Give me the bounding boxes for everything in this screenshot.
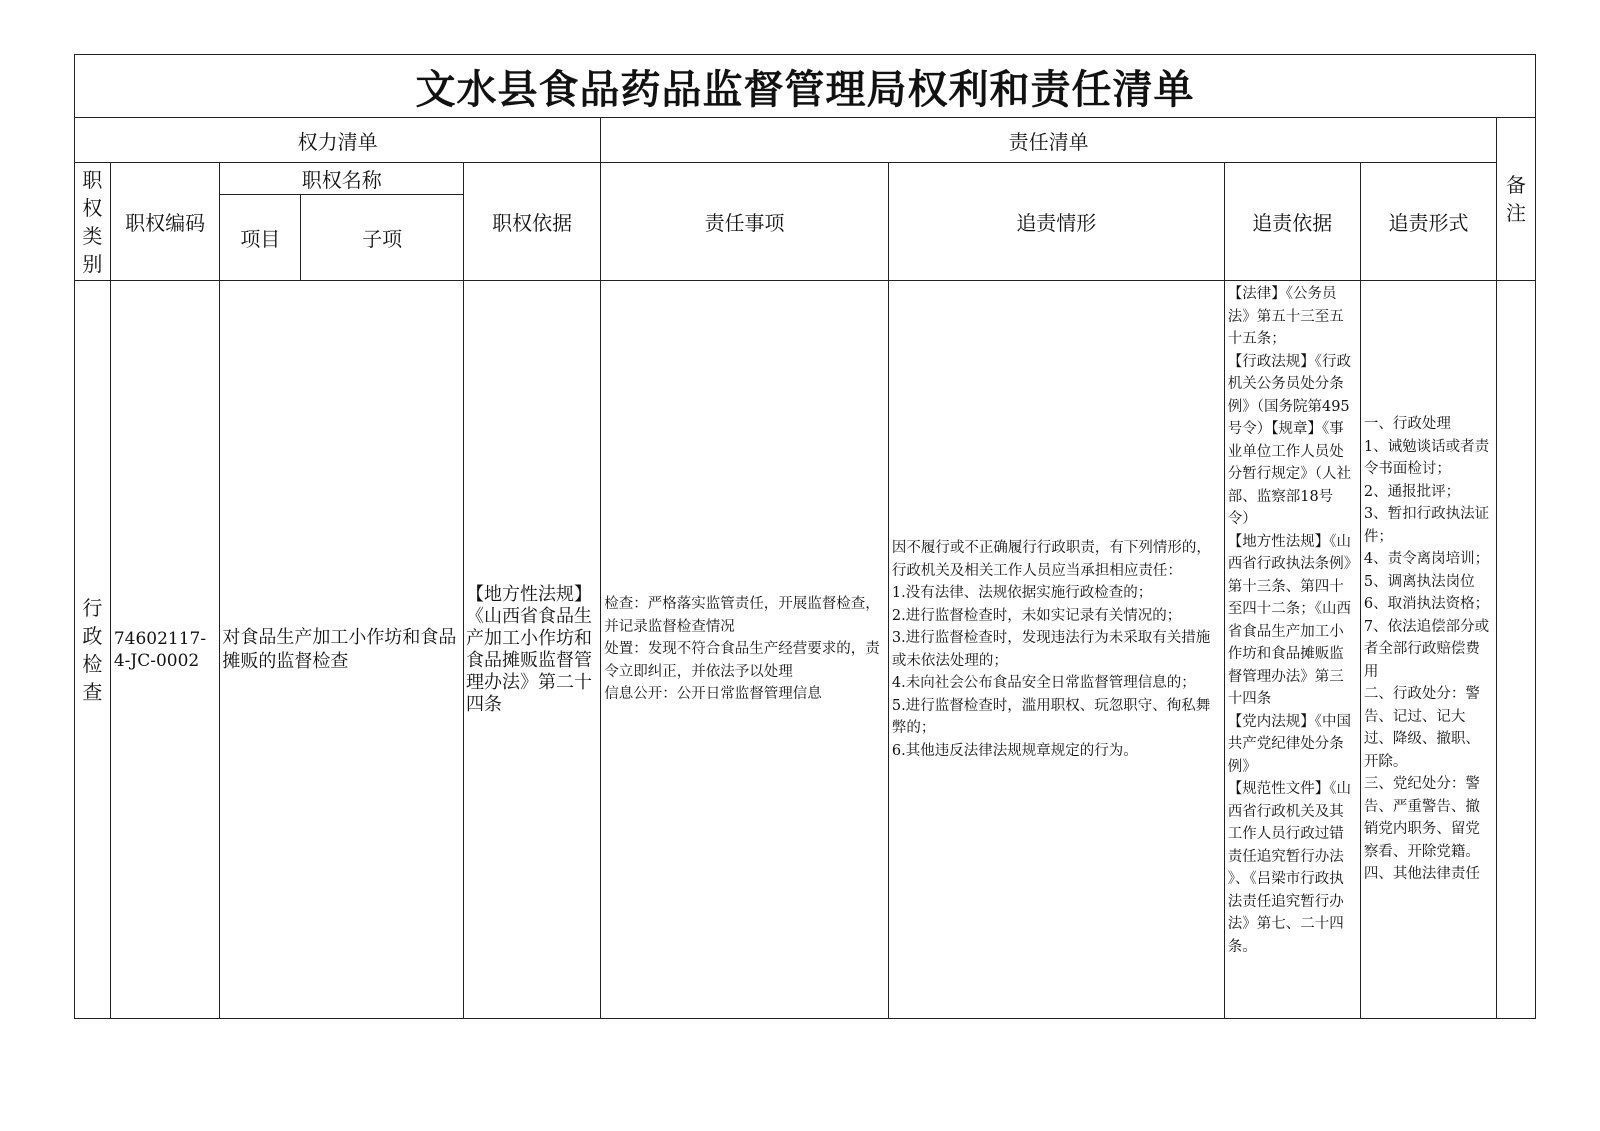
document-page [74,54,1536,1044]
accountability-form-cell: 一、行政处理 1、诫勉谈话或者责令书面检讨； 2、通报批评； 3、暂扣行政执法证件； 4、责令离岗培训； 5、调离执法岗位 6、取消执法资格； 7、依法追偿部分或者全部行政赔偿费用 二、行政处分：警告、记过、记大过、降级、撤职、开除。 三、党纪处分：警告、严重警告、撤销党内职务、留党察看、开除党籍。 四、其他法律责任 [1360,281,1496,1019]
power-list-header: 权力清单 [75,118,601,163]
responsibility-list-header: 责任清单 [601,118,1497,163]
matters-cell: 检查：严格落实监管责任，开展监督检查，并记录监督检查情况 处置：发现不符合食品生产经营要求的，责令立即纠正，并依法予以处理 信息公开：公开日常监督管理信息 [601,281,889,1019]
remarks-header: 备注 [1497,118,1536,281]
accountability-basis-cell: 【法律】《公务员法》第五十三至五十五条； 【行政法规】《行政机关公务员处分条例》（国务院第495号令）【规章】《事业单位工作人员处分暂行规定》（人社部、监察部18号令） 【地方性法规】《山西省行政执法条例》第十三条、第四十至四十二条；《山西省食品生产加工小作坊和食品摊贩监督管理办法》第三十四条 【党内法规】《中国共产党纪律处分条例》 【规范性文件】《山西省行政机关及其工作人员行政过错责任追究暂行办法 》、《吕梁市行政执法责任追究暂行办法》第七、二十四条。 [1224,281,1360,1019]
item-header: 项目 [220,195,301,281]
accountability-basis-header: 追责依据 [1224,163,1360,281]
document-title: 文水县食品药品监督管理局权利和责任清单 [75,55,1536,118]
matters-header: 责任事项 [601,163,889,281]
subitem-header: 子项 [301,195,464,281]
remarks-cell [1497,281,1536,1019]
category-cell: 行政检查 [75,281,111,1019]
code-header: 职权编码 [110,163,220,281]
category-header: 职权类别 [75,163,111,281]
name-header: 职权名称 [220,163,464,195]
accountability-form-header: 追责形式 [1360,163,1496,281]
circumstances-header: 追责情形 [888,163,1224,281]
rights-responsibility-table [74,54,1536,1019]
code-cell: 74602117-4-JC-0002 [110,281,220,1019]
basis-cell: 【地方性法规】《山西省食品生产加工小作坊和食品摊贩监督管理办法》第二十四条 [464,281,601,1019]
basis-header: 职权依据 [464,163,601,281]
circumstances-cell: 因不履行或不正确履行行政职责，有下列情形的，行政机关及相关工作人员应当承担相应责任： 1.没有法律、法规依据实施行政检查的； 2.进行监督检查时，未如实记录有关情况的； 3.进行监督检查时，发现违法行为未采取有关措施或未依法处理的； 4.未向社会公布食品安全日常监督管理信息的； 5.进行监督检查时，滥用职权、玩忽职守、徇私舞弊的； 6.其他违反法律法规规章规定的行为。 [888,281,1224,1019]
item-cell: 对食品生产加工小作坊和食品摊贩的监督检查 [220,281,464,1019]
